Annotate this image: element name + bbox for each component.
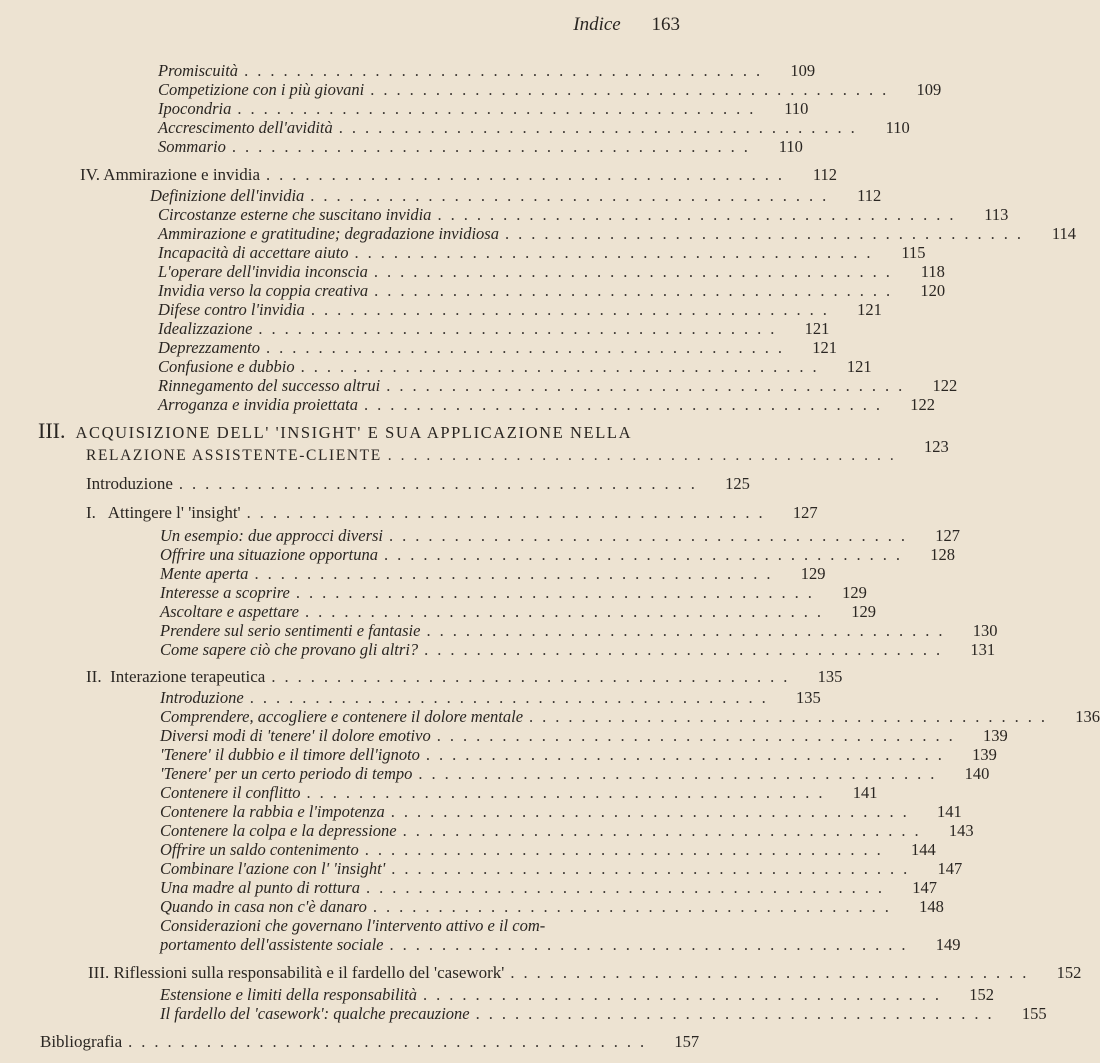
- toc-entry-considerazioni: portamento dell'assistente sociale ........................................ 149: [160, 935, 961, 954]
- toc-entry: Mente aperta ........................................ 129: [160, 564, 826, 583]
- toc-entry: Circostanze esterne che suscitano invidia ........................................ 113: [158, 205, 1009, 224]
- toc-entry: Sommario ........................................ 110: [158, 137, 803, 156]
- toc-entry: Confusione e dubbio ........................................ 121: [158, 357, 872, 376]
- toc-entry: 'Tenere' per un certo periodo di tempo ........................................ 140: [160, 764, 990, 783]
- toc-section-iv: IV. Ammirazione e invidia ........................................ 112: [80, 165, 838, 184]
- toc-entry: Incapacità di accettare aiuto ........................................ 115: [158, 243, 926, 262]
- toc-entry-considerazioni-line1: Considerazioni che governano l'intervento attivo e il com-: [160, 916, 546, 935]
- toc-introduzione: Introduzione ........................................ 125: [86, 474, 750, 493]
- toc-entry: Comprendere, accogliere e contenere il dolore mentale ........................................ 136: [160, 707, 1100, 726]
- toc-entry: Come sapere ciò che provano gli altri? ........................................ 131: [160, 640, 996, 659]
- toc-entry: Ammirazione e gratitudine; degradazione invidiosa ........................................ 114: [158, 224, 1076, 243]
- toc-entry: Interesse a scoprire ........................................ 129: [160, 583, 867, 602]
- part-iii-heading: III. ACQUISIZIONE DELL' 'INSIGHT' E SUA APPLICAZIONE NELLA: [38, 418, 633, 443]
- toc-entry: L'operare dell'invidia inconscia ........................................ 118: [158, 262, 945, 281]
- toc-entry: Deprezzamento ........................................ 121: [158, 338, 838, 357]
- toc-entry: Competizione con i più giovani ........................................ 109: [158, 80, 942, 99]
- toc-entry: Contenere la rabbia e l'impotenza ........................................ 141: [160, 802, 962, 821]
- toc-entry: Difese contro l'invidia ........................................ 121: [158, 300, 882, 319]
- toc-entry: Combinare l'azione con l' 'insight' ........................................ 147: [160, 859, 963, 878]
- toc-section-i: I. Attingere l' 'insight' ........................................ 127: [86, 503, 818, 522]
- toc-entry: Contenere la colpa e la depressione ........................................ 143: [160, 821, 974, 840]
- toc-section-ii: II. Interazione terapeutica ........................................ 135: [86, 667, 843, 686]
- toc-bibliografia: Bibliografia ........................................ 157: [40, 1032, 700, 1051]
- part-iii-heading-line2: RELAZIONE ASSISTENTE-CLIENTE ........................................ 123: [86, 437, 949, 464]
- toc-entry: Il fardello del 'casework': qualche precauzione ........................................ 155: [160, 1004, 1047, 1023]
- toc-entry: Idealizzazione ........................................ 121: [158, 319, 830, 338]
- toc-entry: Contenere il conflitto ........................................ 141: [160, 783, 878, 802]
- toc-entry: Ascoltare e aspettare ........................................ 129: [160, 602, 876, 621]
- toc-entry: Definizione dell'invidia ........................................ 112: [150, 186, 882, 205]
- toc-entry: Promiscuità ........................................ 109: [158, 61, 816, 80]
- toc-entry: Offrire una situazione opportuna ........................................ 128: [160, 545, 956, 564]
- toc-entry: Accrescimento dell'avidità ........................................ 110: [158, 118, 910, 137]
- toc-entry: Invidia verso la coppia creativa ........................................ 120: [158, 281, 946, 300]
- toc-entry: Arroganza e invidia proiettata ........................................ 122: [158, 395, 935, 414]
- toc-entry: Estensione e limiti della responsabilità ........................................ 152: [160, 985, 994, 1004]
- toc-entry: Prendere sul serio sentimenti e fantasie ........................................ 130: [160, 621, 998, 640]
- toc-entry: Quando in casa non c'è danaro ........................................ 148: [160, 897, 944, 916]
- toc-entry: Rinnegamento del successo altrui ........................................ 122: [158, 376, 958, 395]
- toc-entry: Offrire un saldo contenimento ........................................ 144: [160, 840, 936, 859]
- toc-entry: Un esempio: due approcci diversi ........................................ 127: [160, 526, 960, 545]
- toc-entry: Ipocondria ........................................ 110: [158, 99, 809, 118]
- toc-entry: Diversi modi di 'tenere' il dolore emotivo ........................................ 139: [160, 726, 1008, 745]
- toc-section-iii: III. Riflessioni sulla responsabilità e il fardello del 'casework' ........................................ 152: [88, 963, 1082, 982]
- toc-entry: 'Tenere' il dubbio e il timore dell'ignoto ........................................ 139: [160, 745, 997, 764]
- running-head-page: 163: [651, 14, 680, 35]
- toc-entry: Una madre al punto di rottura ........................................ 147: [160, 878, 937, 897]
- running-head-title: Indice: [573, 14, 621, 35]
- toc-entry: Introduzione ........................................ 135: [160, 688, 821, 707]
- running-head: [573, 14, 680, 36]
